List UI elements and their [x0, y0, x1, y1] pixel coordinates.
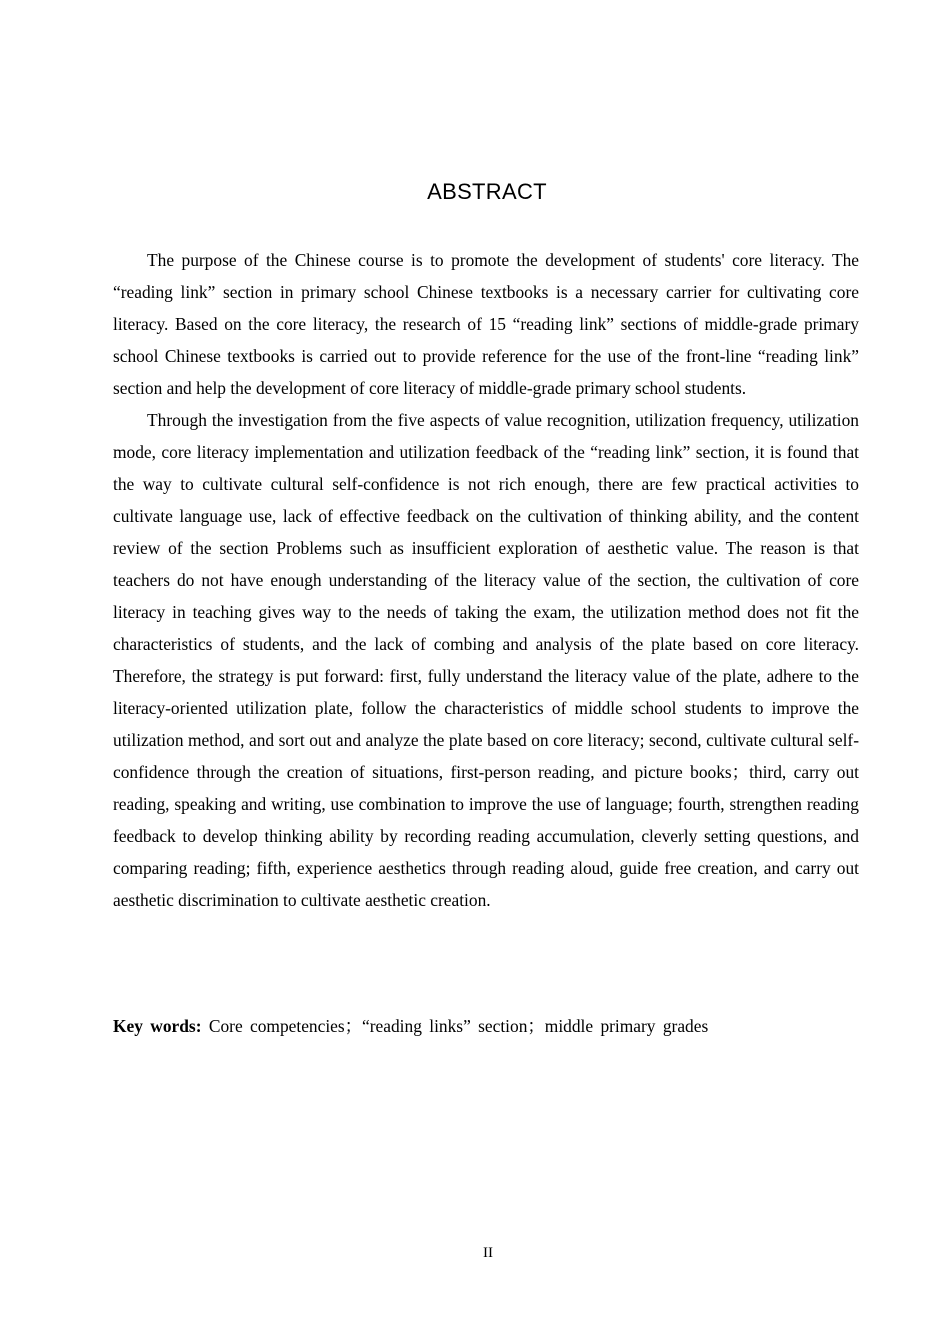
keywords-label: Key words: — [113, 1016, 202, 1036]
keywords-text: Core competencies；“reading links” section；middle primary grades — [208, 1016, 709, 1036]
keywords-line — [113, 1010, 859, 1042]
abstract-body — [113, 244, 859, 916]
page-number: II — [483, 1245, 493, 1261]
abstract-paragraph-2: Through the investigation from the five aspects of value recognition, utilization frequency, utilization mode, core literacy implementation and utilization feedback of the “reading link” section, it is found that the way to cultivate cultural self-confidence is not rich enough, there are few practical activities to cultivate language use, lack of effective feedback on the cultivation of thinking ability, and the content review of the section Problems such as insufficient exploration of aesthetic value. The reason is that teachers do not have enough understanding of the literacy value of the section, the cultivation of core literacy in teaching gives way to the needs of taking the exam, the utilization method does not fit the characteristics of students, and the lack of combing and analysis of the plate based on core literacy. Therefore, the strategy is put forward: first, fully understand the literacy value of the plate, adhere to the literacy-oriented utilization plate, follow the characteristics of middle school students to improve the utilization method, and sort out and analyze the plate based on core literacy; second, cultivate cultural self-confidence through the creation of situations, first-person reading, and picture books；third, carry out reading, speaking and writing, use combination to improve the use of language; fourth, strengthen reading feedback to develop thinking ability by recording reading accumulation, cleverly setting questions, and comparing reading; fifth, experience aesthetics through reading aloud, guide free creation, and carry out aesthetic discrimination to cultivate aesthetic creation. — [113, 410, 859, 910]
abstract-title: ABSTRACT — [427, 179, 547, 204]
abstract-paragraph-1: The purpose of the Chinese course is to promote the development of students' core literacy. The “reading link” section in primary school Chinese textbooks is a necessary carrier for cultivating core literacy. Based on the core literacy, the research of 15 “reading link” sections of middle-grade primary school Chinese textbooks is carried out to provide reference for the use of the front-line “reading link” section and help the development of core literacy of middle-grade primary school students. — [113, 250, 859, 398]
